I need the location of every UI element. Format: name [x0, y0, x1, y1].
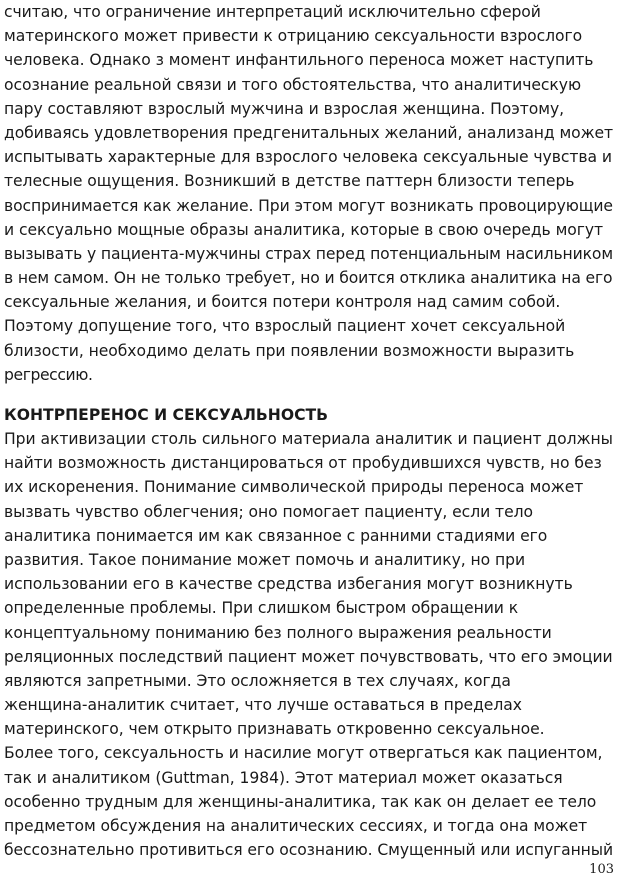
text-line: добиваясь удовлетворения предгенитальных желаний, анализанд может — [4, 123, 614, 142]
text-line: их искоренения. Понимание символической природы переноса может — [4, 478, 584, 497]
body-paragraph-bottom — [4, 427, 620, 862]
text-line: вызвать чувство облегчения; оно помогает пациенту, если тело — [4, 502, 533, 521]
text-line: концептуальному пониманию без полного выражения реальности — [4, 623, 552, 642]
text-line: в нем самом. Он не только требует, но и боится отклика аналитика на его — [4, 269, 613, 288]
text-line: считаю, что ограничение интерпретаций исключительно сферой — [4, 3, 541, 21]
section-heading: КОНТРПЕРЕНОС И СЕКСУАЛЬНОСТЬ — [4, 406, 329, 424]
text-line: найти возможность дистанцироваться от пробудившихся чувств, но без — [4, 454, 602, 473]
text-line: развития. Такое понимание может помочь и аналитику, но при — [4, 550, 526, 569]
text-line: телесные ощущения. Возникший в детстве паттерн близости теперь — [4, 172, 575, 191]
text-line: аналитика понимается им как связанное с ранними стадиями его — [4, 526, 548, 545]
text-line: реляционных последствий пациент может почувствовать, что его эмоции — [4, 647, 613, 666]
text-line: сексуальные желания, и боится потери контроля над самим собой. — [4, 293, 561, 312]
text-line: вызывать у пациента-мужчины страх перед потенциальным насильником — [4, 244, 613, 263]
text-line: предметом обсуждения на аналитических сессиях, и тогда она может — [4, 817, 588, 835]
text-line: материнского может привести к отрицанию сексуальности взрослого — [4, 27, 583, 46]
text-line: Поэтому допущение того, что взрослый пациент хочет сексуальной — [4, 317, 566, 336]
text-line: особенно трудным для женщины-аналитика, так как он делает ее тело — [4, 792, 597, 811]
text-line: Более того, сексуальность и насилие могут отвергаться как пациентом, — [4, 744, 603, 763]
text-line: человека. Однако з момент инфантильного переноса может наступить — [4, 51, 594, 70]
text-line: материнского, чем открыто признавать откровенно сексуальное. — [4, 720, 545, 739]
text-line: использовании его в качестве средства избегания могут возникнуть — [4, 575, 573, 594]
text-line: определенные проблемы. При слишком быстром обращении к — [4, 599, 519, 618]
page-number: 103 — [589, 862, 614, 877]
text-line: так и аналитиком (Guttman, 1984). Этот материал может оказаться — [4, 768, 563, 787]
text-line: являются запретными. Это осложняется в тех случаях, когда — [4, 671, 511, 690]
text-line: осознание реальной связи и того обстоятельства, что аналитическую — [4, 75, 582, 94]
text-line: близости, необходимо делать при появлении возможности выразить — [4, 341, 575, 360]
text-line: испытывать характерные для взрослого человека сексуальные чувства и — [4, 148, 612, 167]
text-line: бессознательно противиться его осознанию. Смущенный или испуганный — [4, 841, 614, 860]
text-line: женщина-аналитик считает, что лучше оставаться в пределах — [4, 696, 522, 715]
text-line: регрессию. — [4, 365, 93, 384]
text-line: и сексуально мощные образы аналитика, которые в свою очередь могут — [4, 220, 604, 239]
text-line: При активизации столь сильного материала аналитик и пациент должны — [4, 430, 613, 448]
text-line: пару составляют взрослый мужчина и взрослая женщина. Поэтому, — [4, 99, 564, 118]
text-line: воспринимается как желание. При этом могут возникать провоцирующие — [4, 196, 613, 215]
body-paragraph-top — [4, 0, 620, 387]
